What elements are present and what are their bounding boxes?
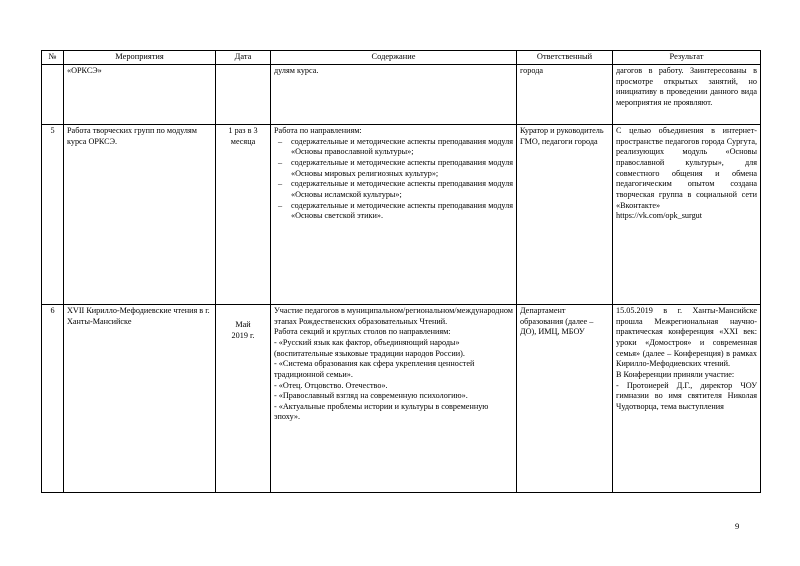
cell-result (613, 124, 761, 304)
date-line: Май (235, 319, 251, 329)
cell-result (613, 304, 761, 492)
table-row (42, 304, 761, 492)
result-link: https://vk.com/opk_surgut (616, 211, 703, 221)
activities-table (41, 50, 761, 493)
cell-responsible: города (517, 64, 613, 124)
table-body (42, 64, 761, 492)
cell-result: дагогов в работу. Заинтересованы в просмотре открытых занятий, но инициативу в проведении данного вида мероприятия не проявляют. (613, 64, 761, 124)
content-paragraph: Работа секций и круглых столов по направлениям: (274, 327, 451, 337)
result-text: С целью объединения в интернет-пространстве педагогов города Сургута, реализующих модуль «Основы православной культуры», для совместного общения и обмена педагогическим опытом создана творческая группа в социальной сети «Вконтакте» (616, 125, 757, 210)
cell-date: 1 раз в 3 месяца (216, 124, 271, 304)
table-row (42, 124, 761, 304)
cell-content (271, 124, 517, 304)
content-bullet-item: – содержательные и методические аспекты преподавания модуля «Основы светской этики». (274, 201, 513, 222)
column-header-event: Мероприятия (64, 51, 216, 65)
cell-event: «ОРКСЭ» (64, 64, 216, 124)
column-header-responsible: Ответственный (517, 51, 613, 65)
result-paragraph: 15.05.2019 в г. Ханты-Мансийске прошла Межрегиональная научно-практическая конференция «XXI век: уроки «Домостроя» и современная семья» (далее – Конференция) в рамках Кирилло-Мефодиевских чтений. (616, 305, 757, 369)
content-bullet-item: – содержательные и методические аспекты преподавания модуля «Основы исламской культуры»; (274, 179, 513, 200)
content-bullet-item: – содержательные и методические аспекты преподавания модуля «Основы православной культуры»; (274, 137, 513, 158)
table-header (42, 51, 761, 65)
content-paragraph: - «Отец. Отцовство. Отечество». (274, 380, 388, 390)
table-row (42, 64, 761, 124)
date-line: 2019 г. (231, 330, 255, 340)
cell-content (271, 304, 517, 492)
content-paragraph: - «Русский язык как фактор, объединяющий народы» (воспитательные языковые традиции народов России). (274, 337, 465, 358)
content-paragraph: - «Актуальные проблемы истории и культуры в современную эпоху». (274, 401, 489, 422)
cell-event: Работа творческих групп по модулям курса ОРКСЭ. (64, 124, 216, 304)
column-header-result: Результат (613, 51, 761, 65)
content-bullet-item: – содержательные и методические аспекты преподавания модуля «Основы мировых религиозных культур»; (274, 158, 513, 179)
content-paragraph: - «Православный взгляд на современную психологию». (274, 391, 468, 401)
cell-event: XVII Кирилло-Мефодиевские чтения в г. Ханты-Мансийске (64, 304, 216, 492)
result-paragraph: В Конференции приняли участие: (616, 369, 735, 379)
column-header-content: Содержание (271, 51, 517, 65)
cell-content: дулям курса. (271, 64, 517, 124)
table-header-row (42, 51, 761, 65)
cell-number: 5 (42, 124, 64, 304)
cell-number (42, 64, 64, 124)
cell-date (216, 64, 271, 124)
cell-responsible: Департамент образования (далее – ДО), ИМЦ, МБОУ (517, 304, 613, 492)
content-paragraph: Участие педагогов в муниципальном/региональном/международном этапах Рождественских образовательных Чтений. (274, 305, 513, 326)
cell-number: 6 (42, 304, 64, 492)
column-header-date: Дата (216, 51, 271, 65)
column-header-number: № (42, 51, 64, 65)
cell-date (216, 304, 271, 492)
result-paragraph: - Протоиерей Д.Г., директор ЧОУ гимназии во имя святителя Николая Чудотворца, тема выступления (616, 380, 757, 411)
content-bullet-list (274, 137, 513, 222)
cell-responsible: Куратор и руководитель ГМО, педагоги города (517, 124, 613, 304)
content-heading: Работа по направлениям: (274, 125, 362, 135)
page-number: 9 (735, 521, 740, 531)
content-paragraph: - «Система образования как сфера укрепления ценностей традиционной семьи». (274, 359, 475, 379)
